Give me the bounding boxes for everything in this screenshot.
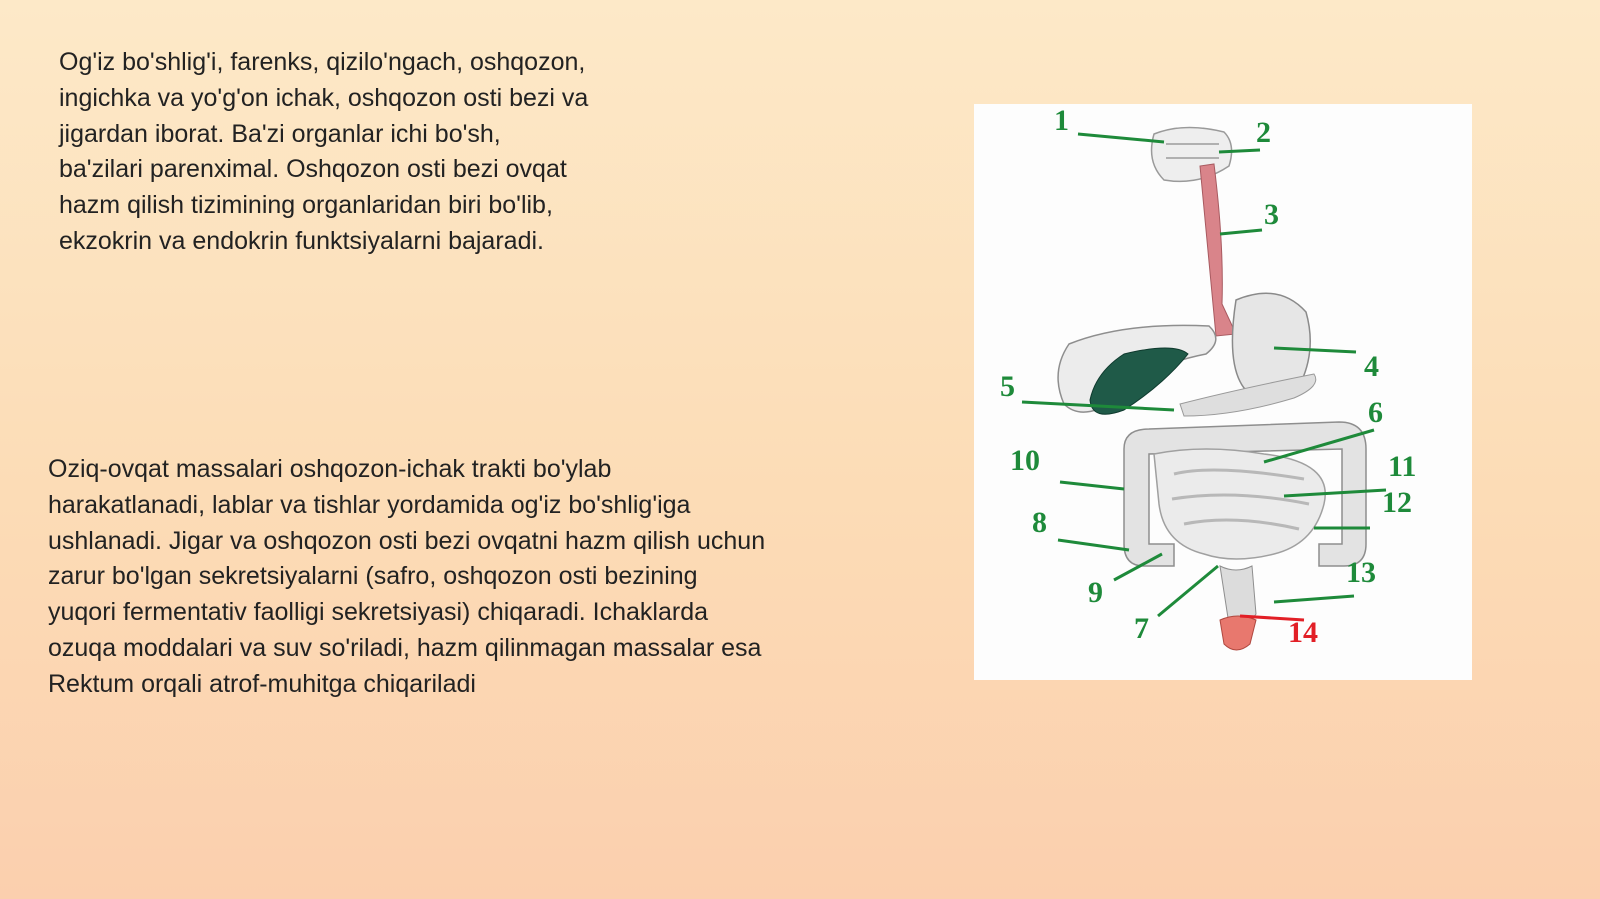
intro-paragraph: Og'iz bo'shlig'i, farenks, qizilo'ngach, oshqozon, ingichka va yo'g'on ichak, oshqozon osti bezi va jigardan iborat. Ba'zi organlar ichi bo'sh, ba'zilari parenximal. Oshqozon osti bezi ovqat hazm qilish tizimining organlaridan biri bo'lib, ekzokrin va endokrin funktsiyalarni bajaradi. [59,48,589,255]
label-4: 4 [1364,350,1379,383]
label-10: 10 [1010,444,1040,477]
label-7: 7 [1134,612,1149,645]
label-12: 12 [1382,486,1412,519]
digestive-system-figure [974,104,1472,680]
label-9: 9 [1088,576,1103,609]
process-paragraph: Oziq-ovqat massalari oshqozon-ichak trakti bo'ylab harakatlanadi, lablar va tishlar yordamida og'iz bo'shlig'iga ushlanadi. Jigar va oshqozon osti bezi ovqatni hazm qilish uchun zarur bo'lgan sekretsiyalarni (safro, oshqozon osti bezining yuqori fermentativ faolligi sekretsiyasi) chiqaradi. Ichaklarda ozuqa moddalari va suv so'riladi, hazm qilinmagan massalar esa Rektum orqali atrof-muhitga chiqariladi [48,455,766,698]
label-3: 3 [1264,198,1279,231]
label-13: 13 [1346,556,1376,589]
label-8: 8 [1032,506,1047,539]
label-1: 1 [1054,104,1069,137]
digestive-system-diagram [974,104,1472,680]
anus [1220,616,1256,650]
label-6: 6 [1368,396,1383,429]
label-2: 2 [1256,116,1271,149]
label-5: 5 [1000,370,1015,403]
small-intestine [1154,449,1325,559]
label-11: 11 [1388,450,1417,483]
esophagus [1200,164,1236,336]
label-14: 14 [1288,616,1318,649]
mouth-pharynx [1152,127,1232,181]
